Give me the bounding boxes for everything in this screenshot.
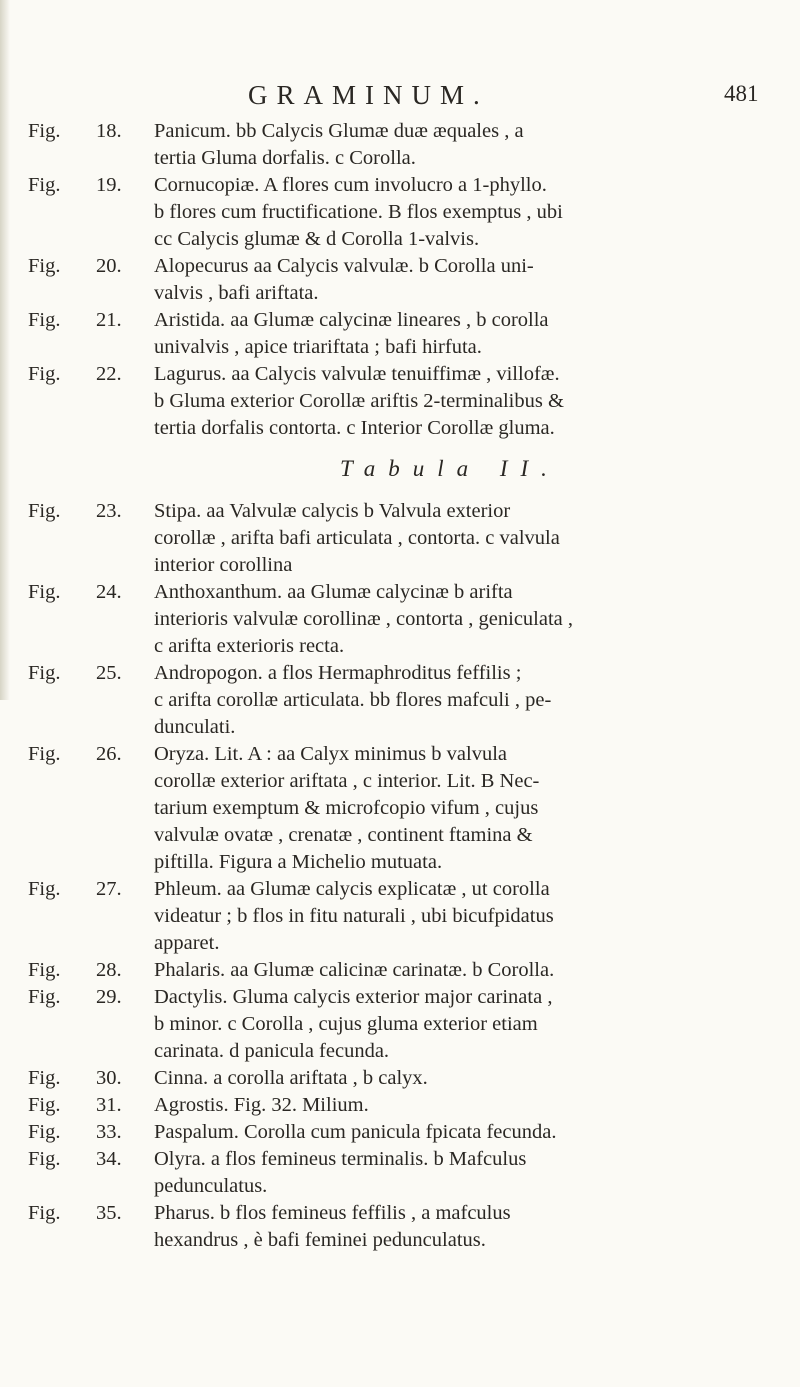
figure-legend-entry [0,660,800,741]
fig-label: Fig. [28,1202,61,1224]
fig-number: 25. [96,662,122,684]
legend-group-tabula-ii [0,498,800,1254]
figure-legend-entry [0,957,800,984]
fig-number: 34. [96,1148,122,1170]
legend-text-line: cc Calycis glumæ & d Corolla 1-valvis. [154,228,480,250]
legend-text-line: valvis , bafi ariftata. [154,282,319,304]
figure-legend-entry [0,361,800,442]
legend-text-line: c arifta exterioris recta. [154,635,345,657]
fig-label: Fig. [28,255,61,277]
legend-text-line: Stipa. aa Valvulæ calycis b Valvula exterior [154,500,511,522]
figure-legend-entry [0,1200,800,1254]
figure-legend-entry [0,984,800,1065]
fig-number: 26. [96,743,122,765]
legend-text-line: videatur ; b flos in fitu naturali , ubi bicufpidatus [154,905,554,927]
fig-label: Fig. [28,986,61,1008]
legend-text-line: Cornucopiæ. A flores cum involucro a 1-phyllo. [154,174,547,196]
legend-text-line: Paspalum. Corolla cum panicula fpicata fecunda. [154,1121,557,1143]
fig-number: 21. [96,309,122,331]
figure-legend-entry [0,579,800,660]
legend-text-line: Oryza. Lit. A : aa Calyx minimus b valvula [154,743,507,765]
legend-text-line: tertia Gluma dorfalis. c Corolla. [154,147,416,169]
fig-label: Fig. [28,174,61,196]
legend-text [154,1146,794,1200]
fig-number: 29. [96,986,122,1008]
figure-legend-entry [0,253,800,307]
legend-text [154,361,794,442]
legend-text-line: tertia dorfalis contorta. c Interior Corollæ gluma. [154,417,555,439]
legend-text [154,307,794,361]
fig-label: Fig. [28,1148,61,1170]
page-number: 481 [724,81,759,106]
legend-text-line: pedunculatus. [154,1175,268,1197]
legend-text-line: Andropogon. a flos Hermaphroditus feffilis ; [154,662,522,684]
figure-legend-entry [0,118,800,172]
figure-legend-entry [0,876,800,957]
page-header [0,80,800,120]
legend-text-line: piftilla. Figura a Michelio mutuata. [154,851,443,873]
legend-text-line: tarium exemptum & microfcopio vifum , cujus [154,797,539,819]
fig-number: 20. [96,255,122,277]
running-head: GRAMINUM. [248,80,489,110]
legend-text-line: Phleum. aa Glumæ calycis explicatæ , ut corolla [154,878,550,900]
figure-legend-entry [0,1119,800,1146]
legend-text-line: Pharus. b flos femineus feffilis , a mafculus [154,1202,511,1224]
legend-text [154,253,794,307]
legend-text-line: carinata. d panicula fecunda. [154,1040,390,1062]
legend-text-line: Aristida. aa Glumæ calycinæ lineares , b corolla [154,309,549,331]
fig-number: 30. [96,1067,122,1089]
fig-label: Fig. [28,309,61,331]
legend-text [154,172,794,253]
legend-text-line: Alopecurus aa Calycis valvulæ. b Corolla uni- [154,255,534,277]
fig-number: 23. [96,500,122,522]
fig-number: 35. [96,1202,122,1224]
legend-text-line: Panicum. bb Calycis Glumæ duæ æquales , a [154,120,524,142]
figure-legend-entry [0,172,800,253]
legend-text [154,579,794,660]
fig-label: Fig. [28,120,61,142]
legend-text [154,1119,794,1146]
fig-number: 33. [96,1121,122,1143]
figure-legend-entry [0,741,800,876]
legend-text-line: b flores cum fructificatione. B flos exemptus , ubi [154,201,563,223]
legend-text-line: hexandrus , è bafi feminei pedunculatus. [154,1229,486,1251]
fig-label: Fig. [28,959,61,981]
legend-group-tabula-i [0,118,800,442]
legend-text-line: valvulæ ovatæ , crenatæ , continent ftamina & [154,824,533,846]
fig-label: Fig. [28,878,61,900]
legend-text-line: interior corollina [154,554,293,576]
fig-number: 27. [96,878,122,900]
legend-text [154,118,794,172]
fig-label: Fig. [28,1121,61,1143]
figure-legend-entry [0,498,800,579]
legend-text [154,660,794,741]
fig-number: 28. [96,959,122,981]
figure-legend-entry [0,1146,800,1200]
legend-text-line: univalvis , apice triariftata ; bafi hirfuta. [154,336,482,358]
legend-text-line: Phalaris. aa Glumæ calicinæ carinatæ. b Corolla. [154,959,555,981]
fig-label: Fig. [28,363,61,385]
legend-text [154,741,794,876]
fig-label: Fig. [28,743,61,765]
legend-text-line: Anthoxanthum. aa Glumæ calycinæ b arifta [154,581,513,603]
tabula-heading: Tabula II. [340,456,560,481]
fig-label: Fig. [28,581,61,603]
figure-legend-entry [0,1065,800,1092]
legend-text-line: interioris valvulæ corollinæ , contorta , geniculata , [154,608,574,630]
fig-number: 18. [96,120,122,142]
figure-legend-list [0,118,800,1254]
figure-legend-entry [0,307,800,361]
legend-text [154,876,794,957]
legend-text-line: corollæ , arifta bafi articulata , contorta. c valvula [154,527,560,549]
fig-label: Fig. [28,500,61,522]
legend-text [154,1092,794,1119]
legend-text-line: Dactylis. Gluma calycis exterior major carinata , [154,986,553,1008]
fig-number: 31. [96,1094,122,1116]
legend-text-line: corollæ exterior ariftata , c interior. Lit. B Nec- [154,770,540,792]
legend-text [154,498,794,579]
fig-label: Fig. [28,1067,61,1089]
legend-text-line: Lagurus. aa Calycis valvulæ tenuiffimæ , villofæ. [154,363,560,385]
legend-text-line: b Gluma exterior Corollæ ariftis 2-terminalibus & [154,390,564,412]
legend-text [154,984,794,1065]
fig-label: Fig. [28,1094,61,1116]
legend-text-line: dunculati. [154,716,236,738]
legend-text-line: apparet. [154,932,220,954]
legend-text [154,957,794,984]
legend-text [154,1200,794,1254]
legend-text-line: b minor. c Corolla , cujus gluma exterior etiam [154,1013,538,1035]
legend-text-line: Cinna. a corolla ariftata , b calyx. [154,1067,428,1089]
legend-text-line: Agrostis. Fig. 32. Milium. [154,1094,369,1116]
legend-text [154,1065,794,1092]
legend-text-line: c arifta corollæ articulata. bb flores mafculi , pe- [154,689,552,711]
fig-number: 22. [96,363,122,385]
fig-label: Fig. [28,662,61,684]
fig-number: 19. [96,174,122,196]
figure-legend-entry [0,1092,800,1119]
legend-text-line: Olyra. a flos femineus terminalis. b Mafculus [154,1148,527,1170]
fig-number: 24. [96,581,122,603]
